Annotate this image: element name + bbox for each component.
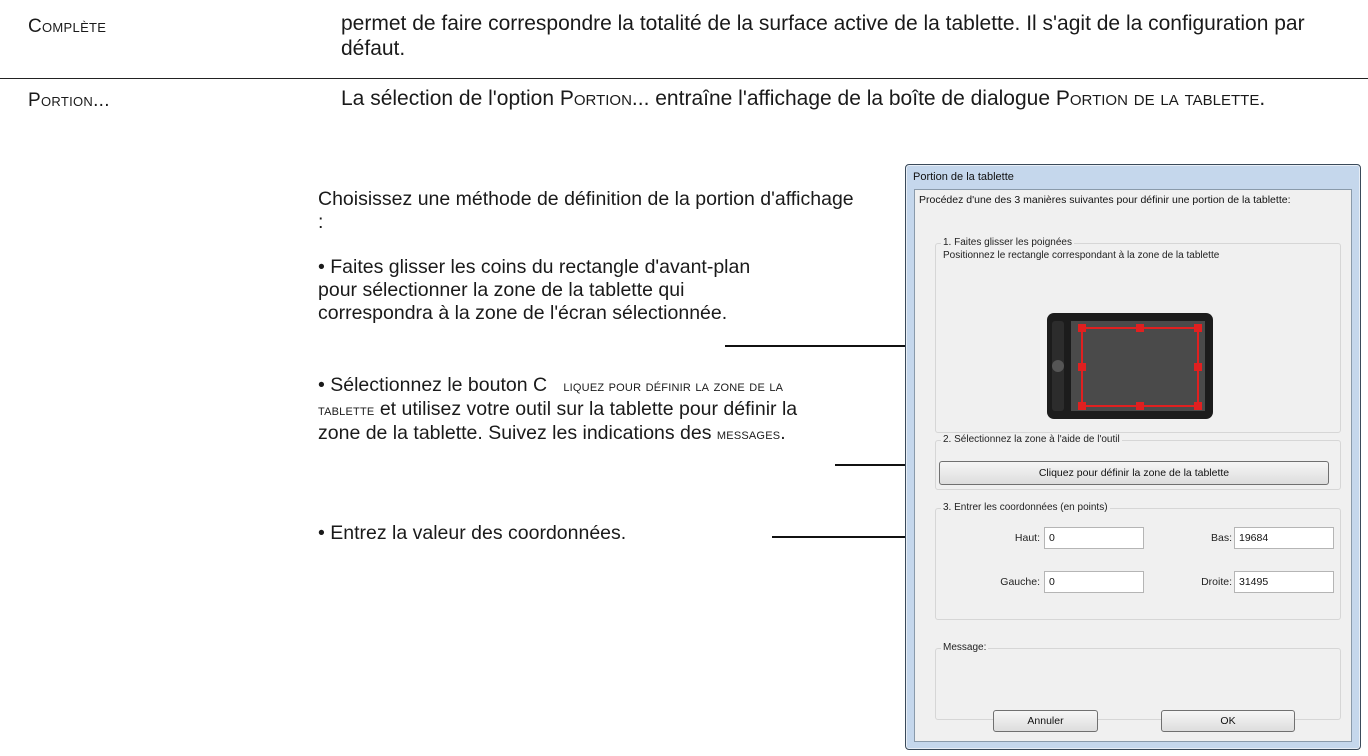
top-label: Haut:: [1014, 532, 1040, 544]
bottom-label: Bas:: [1210, 532, 1232, 544]
row-divider: [0, 78, 1368, 79]
bullet-text: et utilisez votre outil sur la tablette pour définir la zone de la tablette. Suivez les indications des: [318, 398, 798, 444]
drag-handle-icon[interactable]: [1194, 324, 1202, 332]
instructions-intro: Choisissez une méthode de définition de la portion d'affichage :: [318, 188, 854, 233]
dialog-client-area: [914, 189, 1352, 742]
bottom-coordinate-input[interactable]: [1234, 527, 1334, 549]
right-coordinate-input[interactable]: [1234, 571, 1334, 593]
tablet-portion-dialog: [905, 164, 1361, 750]
term-complete: Complète: [28, 16, 107, 37]
bullet-drag-corners: [318, 256, 788, 325]
left-coordinate-input[interactable]: [1044, 571, 1144, 593]
description-text: .: [1259, 87, 1266, 110]
description-text: La sélection de l'option: [341, 87, 560, 110]
tablet-active-area: [1071, 321, 1205, 411]
drag-handle-icon[interactable]: [1078, 324, 1086, 332]
drag-handle-icon[interactable]: [1194, 363, 1202, 371]
dialog-title: Portion de la tablette: [913, 171, 1014, 183]
bullet-symbol: •: [318, 374, 325, 396]
bullet-text: .: [780, 422, 786, 444]
group-drag-handles: [935, 237, 1341, 433]
define-tablet-area-button[interactable]: Cliquez pour définir la zone de la tablette: [939, 461, 1329, 485]
drag-handle-icon[interactable]: [1078, 402, 1086, 410]
left-label: Gauche:: [1000, 576, 1040, 588]
messages-reference: messages: [716, 426, 781, 443]
term-portion: Portion...: [28, 90, 110, 111]
drag-handle-icon[interactable]: [1078, 363, 1086, 371]
group1-subtitle: Positionnez le rectangle correspondant à la zone de la tablette: [943, 250, 1220, 261]
description-text: entraîne l'affichage de la boîte de dialogue: [649, 87, 1056, 110]
group3-title: 3. Entrer les coordonnées (en points): [943, 502, 1108, 513]
bullet-select-button: [318, 374, 828, 446]
top-coordinate-input[interactable]: [1044, 527, 1144, 549]
group2-title: 2. Sélectionnez la zone à l'aide de l'outil: [943, 434, 1120, 445]
message-label: Message:: [943, 642, 987, 653]
ok-button[interactable]: OK: [1161, 710, 1295, 732]
drag-handle-icon[interactable]: [1136, 324, 1144, 332]
right-label: Droite:: [1201, 576, 1232, 588]
drag-handle-icon[interactable]: [1194, 402, 1202, 410]
dialog-name: Portion de la tablette: [1055, 87, 1260, 110]
dialog-frame-edge: [1353, 335, 1359, 715]
bullet-text: Sélectionnez le bouton C: [330, 374, 548, 396]
bullet-text: Faites glisser les coins du rectangle d'avant-plan pour sélectionner la zone de la tablette qui correspondra à la zone de l'écran sélectionnée.: [318, 256, 751, 324]
option-name: Portion...: [559, 87, 650, 110]
touch-ring-icon: [1052, 360, 1064, 372]
button-reference: liquez pour définir la zone de la tablette: [318, 378, 784, 419]
bullet-symbol: •: [318, 522, 325, 544]
dialog-intro: Procédez d'une des 3 manières suivantes pour définir une portion de la tablette:: [919, 194, 1291, 206]
bullet-enter-coordinates: [318, 522, 838, 545]
tablet-diagram[interactable]: [1047, 313, 1213, 419]
cancel-button[interactable]: Annuler: [993, 710, 1098, 732]
group1-title: 1. Faites glisser les poignées: [943, 237, 1072, 248]
group-enter-coordinates: [935, 502, 1341, 620]
description-complete: permet de faire correspondre la totalité de la surface active de la tablette. Il s'agit de la configuration par défaut.: [341, 12, 1305, 60]
bullet-text: Entrez la valeur des coordonnées.: [330, 522, 627, 544]
bullet-symbol: •: [318, 256, 325, 278]
description-portion: [341, 86, 1341, 111]
drag-handle-icon[interactable]: [1136, 402, 1144, 410]
